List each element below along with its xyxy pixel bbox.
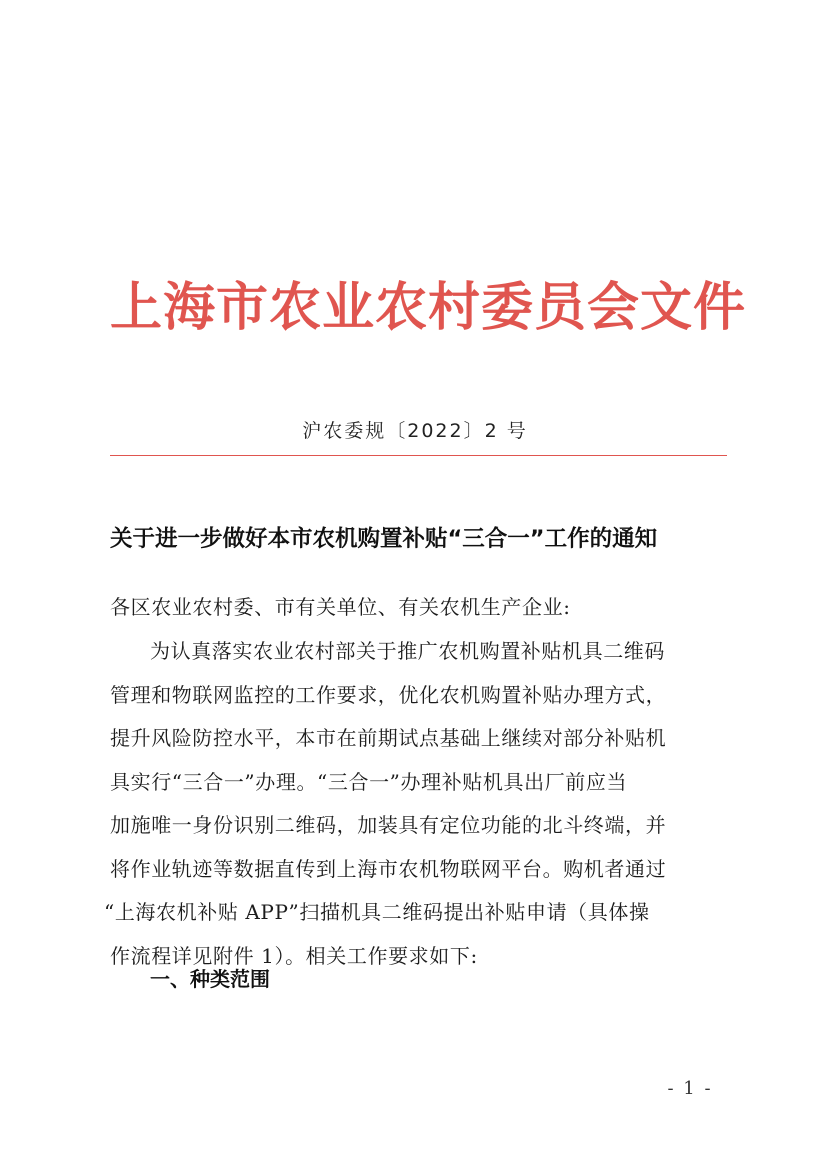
issuing-authority-title: 上海市农业农村委员会文件 bbox=[110, 277, 747, 338]
paragraph-line: 具实行“三合一”办理。“三合一”办理补贴机具出厂前应当 bbox=[110, 770, 628, 794]
red-separator-line bbox=[110, 455, 727, 456]
paragraph-line: 管理和物联网监控的工作要求，优化农机购置补贴办理方式， bbox=[110, 683, 667, 707]
salutation: 各区农业农村委、市有关单位、有关农机生产企业: bbox=[110, 595, 571, 619]
document-number: 沪农委规〔2022〕2 号 bbox=[302, 420, 528, 442]
paragraph-line: 提升风险防控水平，本市在前期试点基础上继续对部分补贴机 bbox=[110, 726, 667, 750]
paragraph-line: 加施唯一身份识别二维码，加装具有定位功能的北斗终端，并 bbox=[110, 813, 667, 837]
paragraph-line: 将作业轨迹等数据直传到上海市农机物联网平台。购机者通过 bbox=[110, 857, 667, 881]
notice-title: 关于进一步做好本市农机购置补贴“三合一”工作的通知 bbox=[110, 526, 658, 552]
paragraph-line: 为认真落实农业农村部关于推广农机购置补贴机具二维码 bbox=[150, 639, 665, 663]
section-heading: 一、种类范围 bbox=[150, 967, 270, 991]
paragraph-line: 作流程详见附件 1）。相关工作要求如下: bbox=[110, 944, 478, 968]
paragraph-line: “上海农机补贴 APP”扫描机具二维码提出补贴申请（具体操 bbox=[104, 900, 650, 924]
page-number: - 1 - bbox=[667, 1078, 713, 1099]
